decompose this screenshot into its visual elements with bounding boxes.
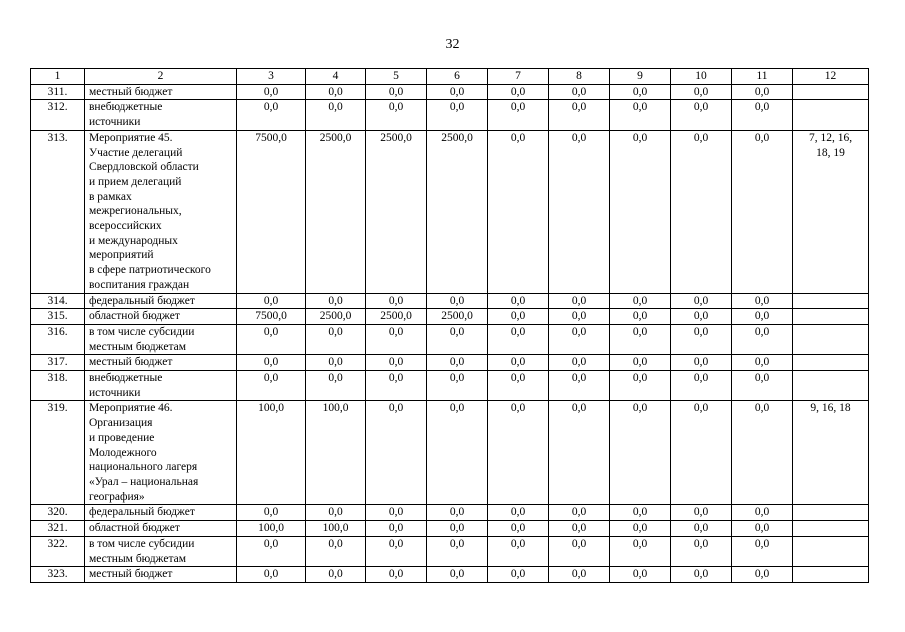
- value-cell: 0,0: [306, 505, 366, 521]
- value-cell: 0,0: [366, 371, 427, 401]
- value-cell: 0,0: [488, 309, 549, 325]
- row-number-cell: 316.: [31, 324, 85, 354]
- value-cell: 0,0: [488, 84, 549, 100]
- value-cell: 0,0: [732, 130, 793, 293]
- value-cell: 0,0: [671, 536, 732, 566]
- value-cell: 0,0: [671, 84, 732, 100]
- table-row: [31, 521, 869, 537]
- value-cell: 0,0: [306, 355, 366, 371]
- value-cell: 0,0: [237, 371, 306, 401]
- value-cell: 0,0: [366, 521, 427, 537]
- value-cell: 0,0: [488, 536, 549, 566]
- value-cell: 0,0: [306, 324, 366, 354]
- value-cell: 0,0: [306, 84, 366, 100]
- value-cell: 0,0: [732, 84, 793, 100]
- targets-cell: [793, 324, 869, 354]
- column-header: 2: [85, 69, 237, 85]
- value-cell: 0,0: [366, 100, 427, 130]
- value-cell: 0,0: [237, 324, 306, 354]
- table-row: [31, 100, 869, 130]
- value-cell: 0,0: [306, 567, 366, 583]
- value-cell: 2500,0: [366, 130, 427, 293]
- table-row: [31, 324, 869, 354]
- value-cell: 0,0: [671, 521, 732, 537]
- value-cell: 2500,0: [427, 130, 488, 293]
- value-cell: 100,0: [306, 521, 366, 537]
- value-cell: 0,0: [610, 371, 671, 401]
- value-cell: 0,0: [366, 355, 427, 371]
- value-cell: 100,0: [237, 401, 306, 505]
- row-name-cell: областной бюджет: [85, 309, 237, 325]
- value-cell: 0,0: [366, 293, 427, 309]
- value-cell: 0,0: [427, 521, 488, 537]
- row-number-cell: 322.: [31, 536, 85, 566]
- targets-cell: [793, 293, 869, 309]
- row-name-cell: областной бюджет: [85, 521, 237, 537]
- value-cell: 0,0: [237, 505, 306, 521]
- value-cell: 0,0: [549, 355, 610, 371]
- value-cell: 0,0: [549, 100, 610, 130]
- value-cell: 0,0: [610, 401, 671, 505]
- value-cell: 0,0: [610, 567, 671, 583]
- value-cell: 100,0: [237, 521, 306, 537]
- value-cell: 0,0: [610, 536, 671, 566]
- table-row: [31, 130, 869, 293]
- value-cell: 0,0: [488, 567, 549, 583]
- targets-cell: [793, 521, 869, 537]
- table-row: [31, 355, 869, 371]
- value-cell: 0,0: [732, 505, 793, 521]
- row-name-cell: федеральный бюджет: [85, 293, 237, 309]
- value-cell: 2500,0: [306, 130, 366, 293]
- row-name-cell: Мероприятие 46. Организация и проведение Молодежного национального лагеря «Урал – национальная география»: [85, 401, 237, 505]
- targets-cell: 7, 12, 16, 18, 19: [793, 130, 869, 293]
- value-cell: 0,0: [549, 309, 610, 325]
- value-cell: 0,0: [427, 371, 488, 401]
- value-cell: 0,0: [671, 130, 732, 293]
- row-name-cell: местный бюджет: [85, 567, 237, 583]
- value-cell: 0,0: [610, 505, 671, 521]
- table-row: [31, 567, 869, 583]
- value-cell: 0,0: [732, 371, 793, 401]
- value-cell: 0,0: [549, 130, 610, 293]
- value-cell: 0,0: [732, 355, 793, 371]
- targets-cell: [793, 536, 869, 566]
- column-header: 6: [427, 69, 488, 85]
- table-row: [31, 84, 869, 100]
- value-cell: 0,0: [488, 401, 549, 505]
- value-cell: 0,0: [427, 84, 488, 100]
- value-cell: 0,0: [610, 84, 671, 100]
- targets-cell: [793, 355, 869, 371]
- column-header: 7: [488, 69, 549, 85]
- value-cell: 0,0: [671, 309, 732, 325]
- value-cell: 0,0: [610, 100, 671, 130]
- value-cell: 0,0: [366, 536, 427, 566]
- row-number-cell: 320.: [31, 505, 85, 521]
- value-cell: 0,0: [549, 567, 610, 583]
- value-cell: 0,0: [610, 293, 671, 309]
- value-cell: 0,0: [549, 324, 610, 354]
- value-cell: 0,0: [549, 84, 610, 100]
- column-header: 10: [671, 69, 732, 85]
- value-cell: 0,0: [671, 371, 732, 401]
- value-cell: 0,0: [366, 505, 427, 521]
- budget-table: [30, 68, 869, 583]
- row-number-cell: 311.: [31, 84, 85, 100]
- value-cell: 0,0: [671, 505, 732, 521]
- value-cell: 0,0: [549, 505, 610, 521]
- table-row: [31, 371, 869, 401]
- value-cell: 0,0: [488, 293, 549, 309]
- row-number-cell: 321.: [31, 521, 85, 537]
- value-cell: 0,0: [427, 567, 488, 583]
- value-cell: 0,0: [610, 521, 671, 537]
- row-name-cell: внебюджетные источники: [85, 371, 237, 401]
- value-cell: 2500,0: [427, 309, 488, 325]
- value-cell: 0,0: [488, 324, 549, 354]
- value-cell: 0,0: [306, 371, 366, 401]
- value-cell: 0,0: [366, 567, 427, 583]
- value-cell: 0,0: [237, 567, 306, 583]
- value-cell: 0,0: [610, 324, 671, 354]
- value-cell: 0,0: [732, 401, 793, 505]
- value-cell: 0,0: [732, 100, 793, 130]
- value-cell: 100,0: [306, 401, 366, 505]
- value-cell: 0,0: [610, 355, 671, 371]
- value-cell: 0,0: [427, 505, 488, 521]
- value-cell: 0,0: [671, 324, 732, 354]
- value-cell: 0,0: [427, 536, 488, 566]
- targets-cell: [793, 567, 869, 583]
- targets-cell: [793, 371, 869, 401]
- table-row: [31, 309, 869, 325]
- row-name-cell: местный бюджет: [85, 84, 237, 100]
- value-cell: 0,0: [488, 505, 549, 521]
- value-cell: 0,0: [549, 521, 610, 537]
- value-cell: 7500,0: [237, 309, 306, 325]
- column-header: 12: [793, 69, 869, 85]
- page-number: 32: [445, 37, 460, 52]
- value-cell: 0,0: [237, 536, 306, 566]
- value-cell: 2500,0: [306, 309, 366, 325]
- value-cell: 0,0: [237, 355, 306, 371]
- value-cell: 0,0: [427, 100, 488, 130]
- value-cell: 0,0: [306, 100, 366, 130]
- value-cell: 0,0: [671, 355, 732, 371]
- row-name-cell: федеральный бюджет: [85, 505, 237, 521]
- value-cell: 0,0: [671, 567, 732, 583]
- targets-cell: [793, 505, 869, 521]
- row-number-cell: 319.: [31, 401, 85, 505]
- value-cell: 0,0: [488, 355, 549, 371]
- value-cell: 0,0: [671, 100, 732, 130]
- row-number-cell: 313.: [31, 130, 85, 293]
- targets-cell: [793, 309, 869, 325]
- value-cell: 0,0: [732, 293, 793, 309]
- value-cell: 0,0: [671, 293, 732, 309]
- value-cell: 0,0: [237, 84, 306, 100]
- value-cell: 0,0: [488, 371, 549, 401]
- row-number-cell: 317.: [31, 355, 85, 371]
- table-row: [31, 401, 869, 505]
- column-header: 8: [549, 69, 610, 85]
- value-cell: 0,0: [427, 324, 488, 354]
- value-cell: 0,0: [488, 130, 549, 293]
- value-cell: 0,0: [366, 324, 427, 354]
- row-name-cell: местный бюджет: [85, 355, 237, 371]
- column-header: 3: [237, 69, 306, 85]
- column-header: 4: [306, 69, 366, 85]
- value-cell: 0,0: [732, 567, 793, 583]
- value-cell: 0,0: [610, 309, 671, 325]
- value-cell: 0,0: [488, 521, 549, 537]
- table-row: [31, 505, 869, 521]
- value-cell: 0,0: [549, 371, 610, 401]
- table-row: [31, 293, 869, 309]
- row-name-cell: внебюджетные источники: [85, 100, 237, 130]
- targets-cell: [793, 100, 869, 130]
- value-cell: 0,0: [237, 100, 306, 130]
- targets-cell: 9, 16, 18: [793, 401, 869, 505]
- row-name-cell: Мероприятие 45. Участие делегаций Свердловской области и прием делегаций в рамках межрегиональных, всероссийских и международных мероприятий в сфере патриотического воспитания граждан: [85, 130, 237, 293]
- row-number-cell: 315.: [31, 309, 85, 325]
- row-number-cell: 314.: [31, 293, 85, 309]
- value-cell: 0,0: [427, 293, 488, 309]
- column-header: 11: [732, 69, 793, 85]
- value-cell: 0,0: [306, 293, 366, 309]
- table-row: [31, 536, 869, 566]
- value-cell: 0,0: [549, 401, 610, 505]
- value-cell: 0,0: [732, 536, 793, 566]
- column-header: 1: [31, 69, 85, 85]
- row-number-cell: 323.: [31, 567, 85, 583]
- row-number-cell: 312.: [31, 100, 85, 130]
- value-cell: 0,0: [549, 293, 610, 309]
- value-cell: 0,0: [366, 401, 427, 505]
- row-name-cell: в том числе субсидии местным бюджетам: [85, 536, 237, 566]
- column-header: 9: [610, 69, 671, 85]
- row-number-cell: 318.: [31, 371, 85, 401]
- targets-cell: [793, 84, 869, 100]
- value-cell: 7500,0: [237, 130, 306, 293]
- value-cell: 0,0: [732, 324, 793, 354]
- value-cell: 0,0: [610, 130, 671, 293]
- value-cell: 2500,0: [366, 309, 427, 325]
- value-cell: 0,0: [671, 401, 732, 505]
- value-cell: 0,0: [366, 84, 427, 100]
- value-cell: 0,0: [427, 401, 488, 505]
- value-cell: 0,0: [732, 309, 793, 325]
- value-cell: 0,0: [549, 536, 610, 566]
- value-cell: 0,0: [427, 355, 488, 371]
- value-cell: 0,0: [306, 536, 366, 566]
- column-header: 5: [366, 69, 427, 85]
- value-cell: 0,0: [488, 100, 549, 130]
- table-header-row: [31, 69, 869, 85]
- value-cell: 0,0: [732, 521, 793, 537]
- value-cell: 0,0: [237, 293, 306, 309]
- row-name-cell: в том числе субсидии местным бюджетам: [85, 324, 237, 354]
